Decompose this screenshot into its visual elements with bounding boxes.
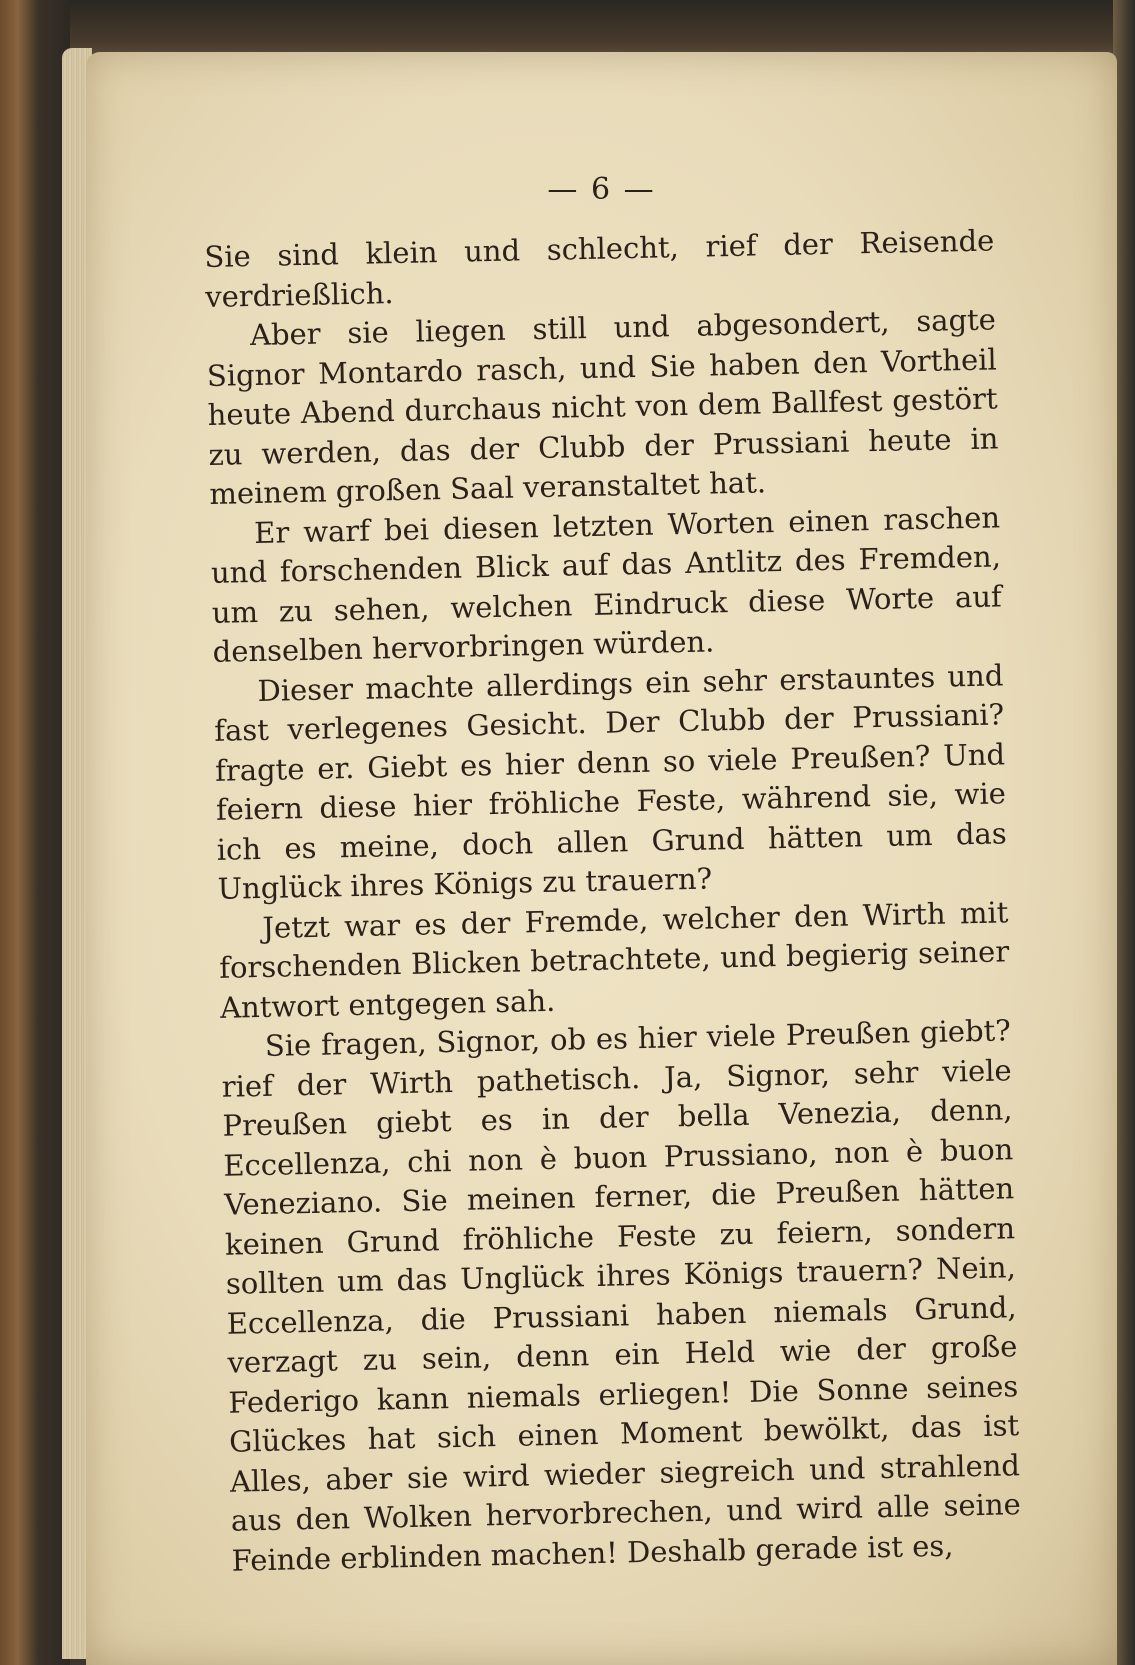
page-number: — 6 — [547,172,656,207]
page-text [204,221,1022,1580]
book-binding-top [0,0,1135,58]
paragraph: Aber sie liegen still und abgesondert, sagte Signor Montardo rasch, und Sie haben den Vortheil heute Abend durchaus nicht von dem Ballfest gestört zu werden, das der Clubb der Prussiani heute in meinem großen Saal veranstaltet hat. [206,302,999,511]
book-binding-left [0,0,70,1665]
paragraph: Er warf bei diesen letzten Worten einen raschen und forschenden Blick auf das Antlitz des Fremden, um zu sehen, welchen Eindruck diese Worte auf denselben hervorbringen würden. [210,499,1003,669]
paragraph: Sie fragen, Signor, ob es hier viele Preußen giebt? rief der Wirth pathetisch. Ja, Signor, sehr viele Preußen giebt es in der bella Venezia, denn, Eccellenza, chi non è buon Prussiano, non è buon Veneziano. Sie meinen ferner, die Preußen hätten keinen Grund fröhliche Feste zu feiern, sondern sollten um das Unglück ihres Königs trauern? Nein, Eccellenza, die Prussiani haben niemals Grund, verzagt zu sein, denn ein Held wie der große Federigo kann niemals erliegen! Die Sonne seines Glückes hat sich einen Moment bewölkt, das ist Alles, aber sie wird wieder siegreich und strahlend aus den Wolken hervorbrechen, und wird alle seine Feinde erblinden machen! Deshalb gerade ist es, [221,1013,1022,1578]
paragraph: Dieser machte allerdings ein sehr erstauntes und fast verlegenes Gesicht. Der Clubb der Prussiani? fragte er. Giebt es hier denn so viele Preußen? Und feiern diese hier fröhliche Feste, während sie, wie ich es meine, doch allen Grund hätten um das Unglück ihres Königs zu trauern? [213,657,1007,906]
paragraph: Sie sind klein und schlecht, rief der Reisende verdrießlich. [204,223,995,314]
paragraph: Jetzt war es der Fremde, welcher den Wirth mit forschenden Blicken betrachtete, und begierig seiner Antwort entgegen sah. [218,894,1010,1025]
book-page [86,52,1117,1665]
